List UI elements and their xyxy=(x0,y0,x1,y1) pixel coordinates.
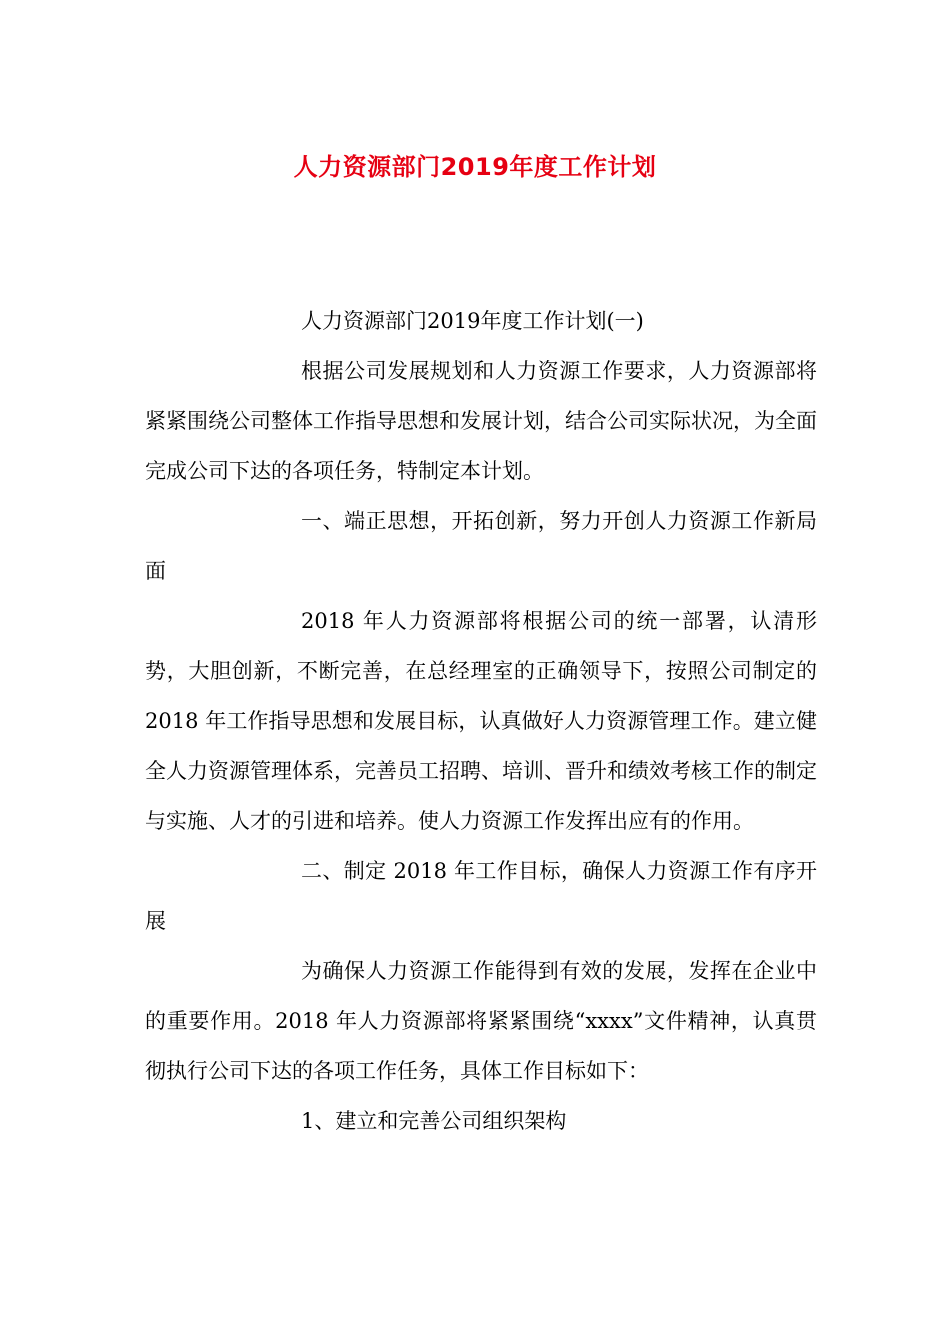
paragraph-section-1: 2018 年人力资源部将根据公司的统一部署，认清形势，大胆创新，不断完善，在总经理室的正确领导下，按照公司制定的 2018 年工作指导思想和发展目标，认真做好人力资源管理工作。建立健全人力资源管理体系，完善员工招聘、培训、晋升和绩效考核工作的制定与实施、人才的引进和培养。使人力资源工作发挥出应有的作用。 xyxy=(145,609,817,833)
paragraph-section-2: 为确保人力资源工作能得到有效的发展，发挥在企业中的重要作用。2018 年人力资源部将紧紧围绕“xxxx”文件精神，认真贯彻执行公司下达的各项工作任务，具体工作目标如下： xyxy=(145,959,817,1083)
paragraph-intro: 根据公司发展规划和人力资源工作要求，人力资源部将紧紧围绕公司整体工作指导思想和发展计划，结合公司实际状况，为全面完成公司下达的各项任务，特制定本计划。 xyxy=(145,359,817,483)
paragraph-heading-1: 一、端正思想，开拓创新，努力开创人力资源工作新局面 xyxy=(145,509,817,583)
paragraph-heading-2: 二、制定 2018 年工作目标，确保人力资源工作有序开展 xyxy=(145,859,817,933)
paragraph-item-1: 1、建立和完善公司组织架构 xyxy=(301,1109,567,1133)
document-body xyxy=(145,296,817,1146)
paragraph-subtitle: 人力资源部门2019年度工作计划(一) xyxy=(301,309,644,333)
document-title: 人力资源部门2019年度工作计划 xyxy=(293,153,657,181)
